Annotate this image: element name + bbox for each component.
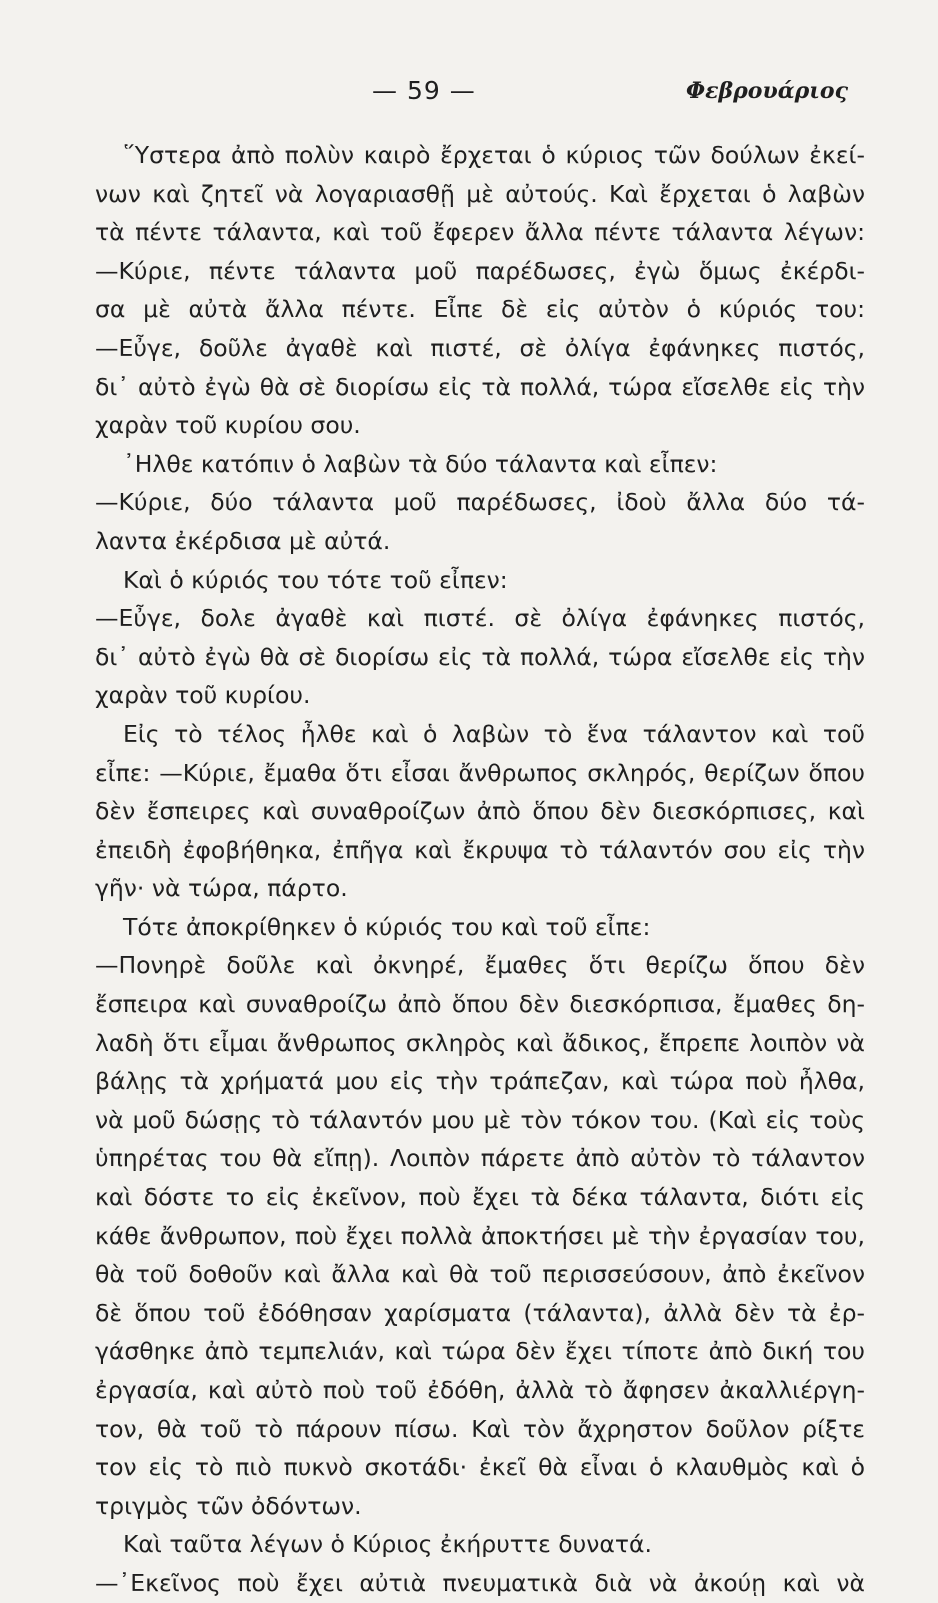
text-line: τον εἰς τὸ πιὸ πυκνὸ σκοτάδι· ἐκεῖ θὰ εἶναι ὁ κλαυθμὸς καὶ ὁ <box>95 1453 865 1482</box>
text-line: ἔσπειρα καὶ συναθροίζω ἀπὸ ὅπου δὲν διεσκόρπισα, ἔμαθες δη- <box>95 990 865 1019</box>
text-line: —Κύριε, δύο τάλαντα μοῦ παρέδωσες, ἰδοὺ ἄλλα δύο τά- <box>95 488 865 517</box>
text-line: δι᾽ αὐτὸ ἐγὼ θὰ σὲ διορίσω εἰς τὰ πολλά, τώρα εἴσελθε εἰς τὴν <box>95 642 865 671</box>
text-line: λαντα ἐκέρδισα μὲ αὐτά. <box>95 526 391 555</box>
text-line: χαρὰν τοῦ κυρίου. <box>95 681 311 710</box>
text-line: —᾿Εκεῖνος ποὺ ἔχει αὐτιὰ πνευματικὰ διὰ νὰ ἀκούῃ καὶ νὰ <box>95 1568 865 1597</box>
text-line: γῆν· νὰ τώρα, πάρτο. <box>95 874 348 903</box>
page-header <box>0 70 938 110</box>
text-line: —Πονηρὲ δοῦλε καὶ ὀκνηρέ, ἔμαθες ὅτι θερίζω ὅπου δὲν <box>95 951 865 980</box>
text-line: Τότε ἀποκρίθηκεν ὁ κύριός του καὶ τοῦ εἶπε: <box>123 912 651 941</box>
text-line: βάλῃς τὰ χρήματά μου εἰς τὴν τράπεζαν, καὶ τώρα ποὺ ἦλθα, <box>95 1067 865 1096</box>
text-line: θὰ τοῦ δοθοῦν καὶ ἄλλα καὶ θὰ τοῦ περισσεύσουν, ἀπὸ ἐκεῖνον <box>95 1260 865 1289</box>
body-text <box>95 136 865 1603</box>
text-line: τριγμὸς τῶν ὀδόντων. <box>95 1491 362 1520</box>
text-line: δι᾽ αὐτὸ ἐγὼ θὰ σὲ διορίσω εἰς τὰ πολλά, τώρα εἴσελθε εἰς τὴν <box>95 372 865 401</box>
text-line: κάθε ἄνθρωπον, ποὺ ἔχει πολλὰ ἀποκτήσει μὲ τὴν ἐργασίαν του, <box>95 1221 865 1250</box>
text-line: τὰ πέντε τάλαντα, καὶ τοῦ ἔφερεν ἄλλα πέντε τάλαντα λέγων: <box>95 218 865 247</box>
text-line: σα μὲ αὐτὰ ἄλλα πέντε. Εἶπε δὲ εἰς αὐτὸν ὁ κύριός του: <box>95 295 865 324</box>
text-line: —Εὖγε, δοῦλε ἀγαθὲ καὶ πιστέ, σὲ ὀλίγα ἐφάνηκες πιστός, <box>95 333 865 362</box>
text-line: νὰ μοῦ δώσῃς τὸ τάλαντόν μου μὲ τὸν τόκον του. (Καὶ εἰς τοὺς <box>95 1105 865 1134</box>
text-line: δὲ ὅπου τοῦ ἐδόθησαν χαρίσματα (τάλαντα), ἀλλὰ δὲν τὰ ἐρ- <box>95 1298 865 1327</box>
text-line: χαρὰν τοῦ κυρίου σου. <box>95 411 361 440</box>
running-title: Φεβρουάριος <box>686 78 848 104</box>
page-number: — 59 — <box>372 76 476 105</box>
text-line: λαδὴ ὅτι εἶμαι ἄνθρωπος σκληρὸς καὶ ἄδικος, ἔπρεπε λοιπὸν νὰ <box>95 1028 865 1057</box>
text-line: —Εὖγε, δολε ἀγαθὲ καὶ πιστέ. σὲ ὀλίγα ἐφάνηκες πιστός, <box>95 604 865 633</box>
text-line: ἐργασία, καὶ αὐτὸ ποὺ τοῦ ἐδόθη, ἀλλὰ τὸ ἄφησεν ἀκαλλιέργη- <box>95 1376 865 1404</box>
text-line: —Κύριε, πέντε τάλαντα μοῦ παρέδωσες, ἐγὼ ὅμως ἐκέρδι- <box>95 256 865 285</box>
text-line: ὑπηρέτας του θὰ εἴπῃ). Λοιπὸν πάρετε ἀπὸ αὐτὸν τὸ τάλαντον <box>95 1144 865 1173</box>
text-line: νων καὶ ζητεῖ νὰ λογαριασθῇ μὲ αὐτούς. Καὶ ἔρχεται ὁ λαβὼν <box>95 179 865 208</box>
text-line: καὶ δόστε το εἰς ἐκεῖνον, ποὺ ἔχει τὰ δέκα τάλαντα, διότι εἰς <box>95 1183 865 1212</box>
text-line: δὲν ἔσπειρες καὶ συναθροίζων ἀπὸ ὅπου δὲν διεσκόρπισες, καὶ <box>95 797 865 826</box>
text-line: Εἰς τὸ τέλος ἦλθε καὶ ὁ λαβὼν τὸ ἕνα τάλαντον καὶ τοῦ <box>123 719 865 748</box>
text-line: Καὶ ὁ κύριός του τότε τοῦ εἶπεν: <box>123 565 508 594</box>
text-line: εἶπε: —Κύριε, ἔμαθα ὅτι εἶσαι ἄνθρωπος σκληρός, θερίζων ὅπου <box>95 758 865 787</box>
text-line: γάσθηκε ἀπὸ τεμπελιάν, καὶ τώρα δὲν ἔχει τίποτε ἀπὸ δική του <box>95 1337 865 1366</box>
text-line: ῞Υστερα ἀπὸ πολὺν καιρὸ ἔρχεται ὁ κύριος τῶν δούλων ἐκεί- <box>123 141 865 169</box>
text-line: ἐπειδὴ ἐφοβήθηκα, ἐπῆγα καὶ ἔκρυψα τὸ τάλαντόν σου εἰς τὴν <box>95 835 865 864</box>
text-line: Καὶ ταῦτα λέγων ὁ Κύριος ἐκήρυττε δυνατά. <box>123 1530 652 1559</box>
text-line: τον, θὰ τοῦ τὸ πάρουν πίσω. Καὶ τὸν ἄχρηστον δοῦλον ρίξτε <box>95 1414 865 1443</box>
text-line: ᾿Ηλθε κατόπιν ὁ λαβὼν τὰ δύο τάλαντα καὶ εἶπεν: <box>123 449 718 478</box>
